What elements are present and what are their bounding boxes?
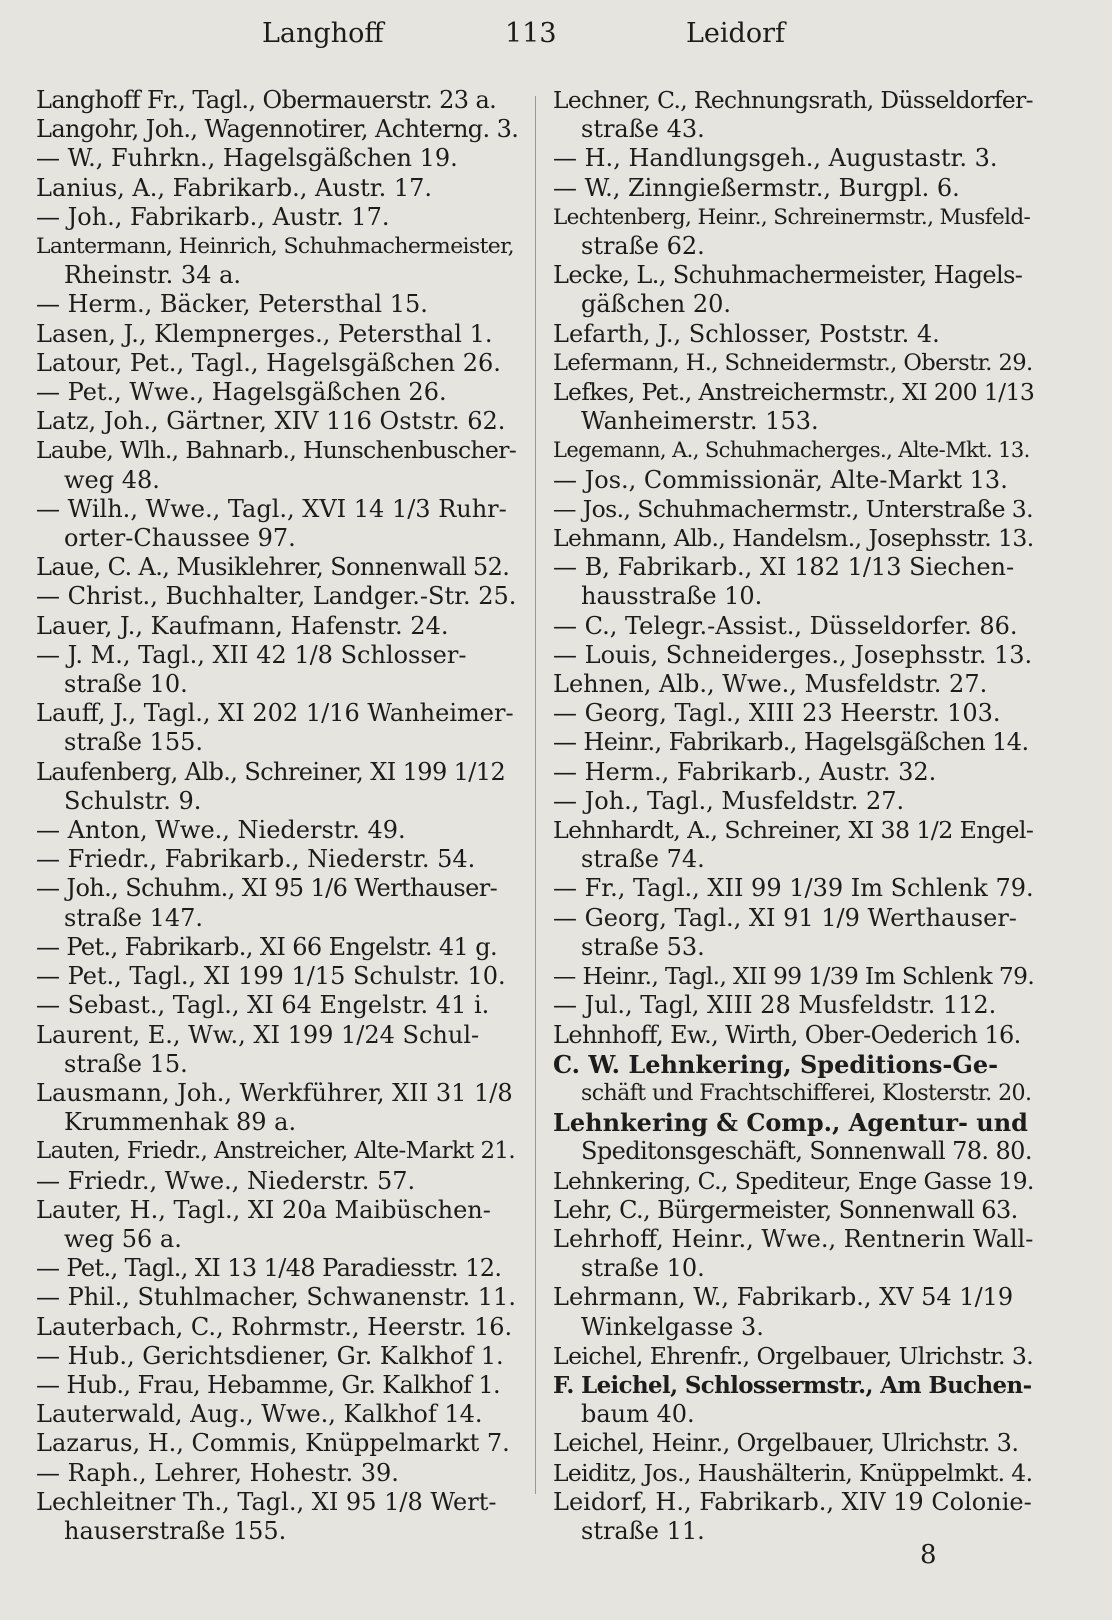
- directory-entry-line: Lechner, C., Rechnungsrath, Düsseldorfer-: [553, 87, 1033, 114]
- directory-entry-line: straße 155.: [64, 728, 204, 757]
- directory-entry-line: Laufenberg, Alb., Schreiner, XI 199 1/12: [36, 757, 506, 786]
- right-column: [553, 86, 1035, 1546]
- directory-entry-line: straße 74.: [581, 845, 705, 874]
- directory-entry-line: Lauer, J., Kaufmann, Hafenstr. 24.: [36, 611, 449, 640]
- directory-entry-line: Lauff, J., Tagl., XI 202 1/16 Wanheimer-: [36, 699, 514, 728]
- directory-entry-line: — Louis, Schneiderges., Josephsstr. 13.: [553, 640, 1033, 669]
- directory-entry-line: Wanheimerstr. 153.: [581, 407, 819, 436]
- directory-entry-line: — H., Handlungsgeh., Augustastr. 3.: [553, 144, 998, 173]
- directory-entry-line: Lehnen, Alb., Wwe., Musfeldstr. 27.: [553, 670, 988, 699]
- directory-entry-line: Laue, C. A., Musiklehrer, Sonnenwall 52.: [36, 553, 510, 582]
- directory-entry-line: — Raph., Lehrer, Hohestr. 39.: [36, 1458, 399, 1487]
- directory-entry-line: Lefkes, Pet., Anstreichermstr., XI 200 1/13: [553, 378, 1035, 407]
- directory-entry-line: schäft und Frachtschifferei, Klosterstr. 20.: [581, 1079, 1032, 1106]
- directory-entry-line: Rheinstr. 34 a.: [64, 261, 242, 290]
- directory-entry-line: Lehnhardt, A., Schreiner, XI 38 1/2 Engel-: [553, 816, 1034, 845]
- directory-entry-line: hausstraße 10.: [581, 582, 763, 611]
- directory-entry-line: — Herm., Bäcker, Petersthal 15.: [36, 290, 428, 319]
- directory-entry-line: Lasen, J., Klempnerges., Petersthal 1.: [36, 319, 493, 348]
- running-head-left: Langhoff: [262, 18, 384, 49]
- directory-entry-line: — Pet., Tagl., XI 199 1/15 Schulstr. 10.: [36, 962, 506, 991]
- directory-entry-line: Lehnkering, C., Spediteur, Enge Gasse 19.: [553, 1166, 1034, 1195]
- directory-entry-line: Laube, Wlh., Bahnarb., Hunschenbuscher-: [36, 436, 517, 465]
- directory-entry-line: gäßchen 20.: [581, 290, 732, 319]
- directory-entry-line: — Pet., Fabrikarb., XI 66 Engelstr. 41 g.: [36, 932, 498, 961]
- directory-entry-line: Legemann, A., Schuhmacherges., Alte-Mkt. 13.: [553, 438, 1030, 463]
- directory-entry-line: straße 10.: [64, 670, 188, 699]
- directory-entry-line: Lechleitner Th., Tagl., XI 95 1/8 Wert-: [36, 1487, 497, 1516]
- directory-entry-line: Schulstr. 9.: [64, 786, 202, 815]
- directory-entry-line: — Jos., Commissionär, Alte-Markt 13.: [553, 465, 1008, 494]
- directory-entry-line: Winkelgasse 3.: [581, 1312, 764, 1341]
- directory-entry-line: — W., Zinngießermstr., Burgpl. 6.: [553, 173, 960, 202]
- directory-entry-line: — Friedr., Wwe., Niederstr. 57.: [36, 1166, 416, 1195]
- directory-entry-line: — Jos., Schuhmachermstr., Unterstraße 3.: [553, 494, 1034, 523]
- directory-entry-line: — Pet., Wwe., Hagelsgäßchen 26.: [36, 378, 447, 407]
- directory-entry-line: — C., Telegr.-Assist., Düsseldorfer. 86.: [553, 611, 1018, 640]
- directory-entry-line: Laurent, E., Ww., XI 199 1/24 Schul-: [36, 1020, 480, 1049]
- directory-entry-line: — Sebast., Tagl., XI 64 Engelstr. 41 i.: [36, 991, 490, 1020]
- directory-entry-line: Leidorf, H., Fabrikarb., XIV 19 Colonie-: [553, 1487, 1032, 1516]
- running-head-right: Leidorf: [686, 18, 785, 49]
- directory-entry-line: Lefermann, H., Schneidermstr., Oberstr. 29.: [553, 349, 1033, 376]
- directory-entry-line: Lanius, A., Fabrikarb., Austr. 17.: [36, 173, 433, 202]
- directory-entry-line: F. Leichel, Schlossermstr., Am Buchen-: [553, 1371, 1032, 1399]
- column-divider: [535, 96, 536, 1494]
- directory-entry-line: hauserstraße 155.: [64, 1516, 287, 1545]
- directory-entry-line: weg 48.: [64, 465, 160, 494]
- directory-entry-line: Lazarus, H., Commis, Knüppelmarkt 7.: [36, 1429, 510, 1458]
- directory-entry-line: — Georg, Tagl., XIII 23 Heerstr. 103.: [553, 699, 1001, 728]
- directory-entry-line: Lehnhoff, Ew., Wirth, Ober-Oederich 16.: [553, 1020, 1021, 1049]
- directory-entry-line: Lehr, C., Bürgermeister, Sonnenwall 63.: [553, 1195, 1018, 1224]
- directory-entry-line: — Hub., Gerichtsdiener, Gr. Kalkhof 1.: [36, 1341, 504, 1370]
- directory-entry-line: Leichel, Ehrenfr., Orgelbauer, Ulrichstr. 3.: [553, 1341, 1034, 1370]
- signature-mark: 8: [920, 1540, 937, 1570]
- directory-entry-line: Lehnkering & Comp., Agentur- und: [553, 1108, 1028, 1138]
- directory-entry-line: Leichel, Heinr., Orgelbauer, Ulrichstr. 3.: [553, 1429, 1019, 1458]
- directory-entry-line: Speditonsgeschäft, Sonnenwall 78. 80.: [581, 1137, 1032, 1166]
- directory-entry-line: — Georg, Tagl., XI 91 1/9 Werthauser-: [553, 903, 1017, 932]
- directory-entry-line: straße 10.: [581, 1254, 705, 1283]
- directory-entry-line: weg 56 a.: [64, 1224, 182, 1253]
- directory-entry-line: — Pet., Tagl., XI 13 1/48 Paradiesstr. 12.: [36, 1254, 502, 1283]
- directory-entry-line: Lehrmann, W., Fabrikarb., XV 54 1/19: [553, 1283, 1014, 1312]
- directory-entry-line: — Joh., Schuhm., XI 95 1/6 Werthauser-: [36, 874, 498, 903]
- directory-entry-line: Langohr, Joh., Wagennotirer, Achterng. 3.: [36, 115, 519, 144]
- directory-entry-line: Lauterbach, C., Rohrmstr., Heerstr. 16.: [36, 1312, 513, 1341]
- directory-entry-line: — Phil., Stuhlmacher, Schwanenstr. 11.: [36, 1283, 516, 1312]
- directory-entry-line: — J. M., Tagl., XII 42 1/8 Schlosser-: [36, 640, 467, 669]
- directory-entry-line: Lehmann, Alb., Handelsm., Josephsstr. 13.: [553, 524, 1034, 553]
- directory-entry-line: Lecke, L., Schuhmachermeister, Hagels-: [553, 261, 1023, 290]
- directory-entry-line: Latour, Pet., Tagl., Hagelsgäßchen 26.: [36, 348, 501, 377]
- directory-entry-line: — Wilh., Wwe., Tagl., XVI 14 1/3 Ruhr-: [36, 494, 507, 523]
- directory-entry-line: — Jul., Tagl, XIII 28 Musfeldstr. 112.: [553, 991, 997, 1020]
- directory-entry-line: Krummenhak 89 a.: [64, 1108, 297, 1137]
- directory-entry-line: — Heinr., Tagl., XII 99 1/39 Im Schlenk 79.: [553, 963, 1035, 991]
- directory-entry-line: — Friedr., Fabrikarb., Niederstr. 54.: [36, 845, 476, 874]
- directory-entry-line: Lefarth, J., Schlosser, Poststr. 4.: [553, 319, 940, 348]
- directory-entry-line: baum 40.: [581, 1400, 695, 1429]
- directory-entry-line: — Herm., Fabrikarb., Austr. 32.: [553, 757, 937, 786]
- directory-entry-line: Lausmann, Joh., Werkführer, XII 31 1/8: [36, 1078, 513, 1107]
- directory-entry-line: orter-Chaussee 97.: [64, 524, 296, 553]
- directory-entry-line: Latz, Joh., Gärtner, XIV 116 Oststr. 62.: [36, 407, 506, 436]
- directory-entry-line: Lechtenberg, Heinr., Schreinermstr., Musfeld-: [553, 204, 1031, 230]
- directory-entry-line: Lauten, Friedr., Anstreicher, Alte-Markt 21.: [36, 1138, 516, 1165]
- directory-entry-line: — B, Fabrikarb., XI 182 1/13 Siechen-: [553, 553, 1015, 582]
- directory-entry-line: Lauterwald, Aug., Wwe., Kalkhof 14.: [36, 1400, 483, 1429]
- page-number: 113: [505, 18, 557, 49]
- directory-entry-line: — Anton, Wwe., Niederstr. 49.: [36, 816, 406, 845]
- directory-entry-line: — Joh., Fabrikarb., Austr. 17.: [36, 202, 390, 231]
- directory-entry-line: straße 43.: [581, 115, 705, 144]
- directory-entry-line: Leiditz, Jos., Haushälterin, Knüppelmkt. 4.: [553, 1458, 1033, 1487]
- directory-entry-line: — Joh., Tagl., Musfeldstr. 27.: [553, 786, 905, 815]
- directory-entry-line: Lehrhoff, Heinr., Wwe., Rentnerin Wall-: [553, 1224, 1034, 1253]
- directory-entry-line: — Christ., Buchhalter, Landger.-Str. 25.: [36, 582, 517, 611]
- directory-entry-line: — Heinr., Fabrikarb., Hagelsgäßchen 14.: [553, 728, 1029, 757]
- directory-entry-line: straße 62.: [581, 232, 705, 261]
- directory-entry-line: Lauter, H., Tagl., XI 20a Maibüschen-: [36, 1195, 491, 1224]
- directory-entry-line: — Fr., Tagl., XII 99 1/39 Im Schlenk 79.: [553, 874, 1034, 903]
- directory-entry-line: straße 53.: [581, 932, 705, 961]
- directory-entry-line: C. W. Lehnkering, Speditions-Ge-: [553, 1049, 999, 1079]
- directory-entry-line: Langhoff Fr., Tagl., Obermauerstr. 23 a.: [36, 86, 497, 114]
- directory-entry-line: Lantermann, Heinrich, Schuhmachermeister,: [36, 234, 514, 260]
- directory-entry-line: — Hub., Frau, Hebamme, Gr. Kalkhof 1.: [36, 1370, 501, 1399]
- left-column: [36, 86, 518, 1546]
- directory-entry-line: straße 147.: [64, 903, 204, 932]
- directory-entry-line: straße 15.: [64, 1049, 188, 1078]
- directory-entry-line: — W., Fuhrkn., Hagelsgäßchen 19.: [36, 144, 458, 173]
- directory-entry-line: straße 11.: [581, 1516, 705, 1545]
